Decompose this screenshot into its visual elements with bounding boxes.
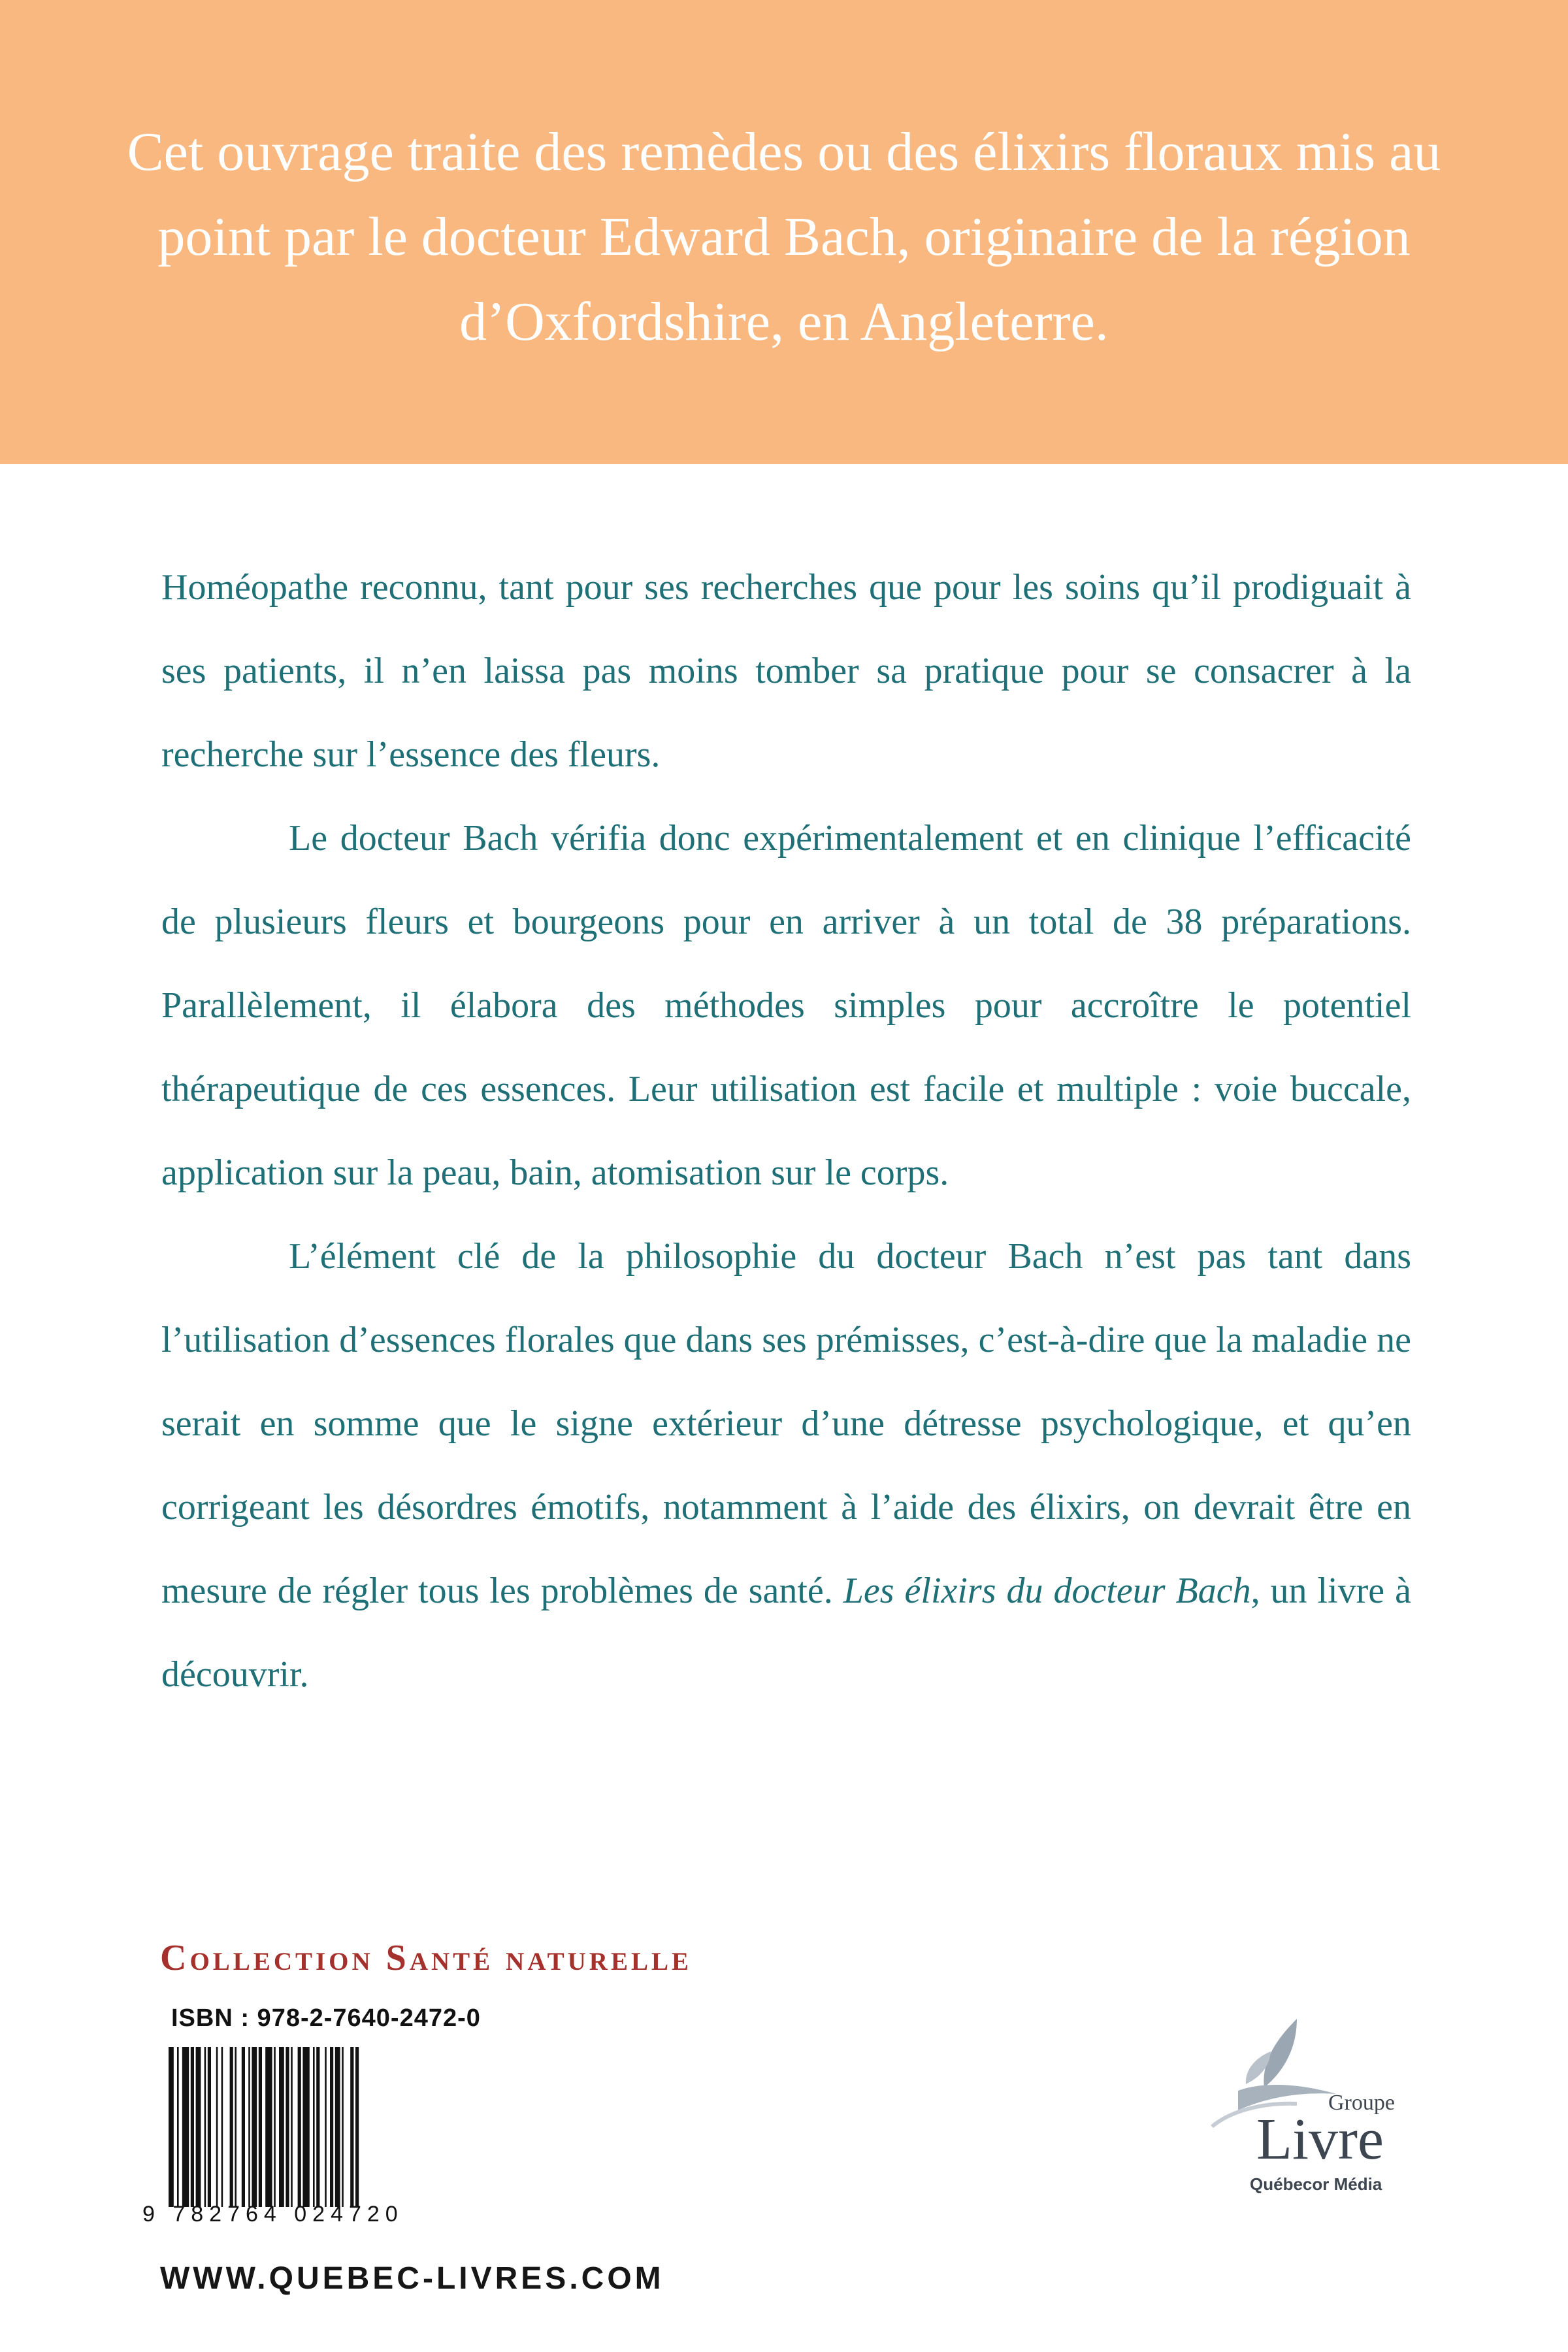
logo-subtitle: Québecor Média [1250, 2174, 1382, 2194]
logo-groupe-text: Groupe [1328, 2091, 1395, 2115]
paragraph-2: Le docteur Bach vérifia donc expérimentalement et en clinique l’efficacité de plusieurs fleurs et bourgeons pour en arriver à un total de 38 préparations. Parallèlement, il élabora des méthodes simples pour accroître le potentiel thérapeutique de ces essences. Leur utilisation est facile et multiple : voie buccale, application sur la peau, bain, atomisation sur le corps. [161, 818, 1411, 1193]
barcode-icon [167, 2047, 461, 2207]
website-url[interactable]: WWW.QUEBEC-LIVRES.COM [160, 2261, 664, 2296]
intro-text: Cet ouvrage traite des remèdes ou des élixirs floraux mis au point par le docteur Edward Bach, originaire de la région d’Oxfordshire, en Angleterre. [127, 122, 1441, 352]
isbn: ISBN : 978-2-7640-2472-0 [171, 2004, 481, 2032]
paragraph-1: Homéopathe reconnu, tant pour ses recherches que pour les soins qu’il prodiguait à ses patients, il n’en laissa pas moins tomber sa pratique pour se consacrer à la recherche sur l’essence des fleurs. [161, 567, 1411, 775]
logo-livre-text: Livre [1256, 2107, 1384, 2172]
publisher-logo [1199, 2012, 1434, 2208]
paragraph-3-start: L’élément clé de la philosophie du docteur Bach n’est pas tant dans l’utilisation d’essences florales que dans ses prémisses, c’est-à-dire que la maladie ne serait en somme que le signe extérieur d’une détresse psychologique, et qu’en corrigeant les désordres émotifs, notamment à l’aide des élixirs, on devrait être en mesure de régler tous les problèmes de santé. [161, 1236, 1411, 1611]
collection-name: Collection Santé naturelle [160, 1938, 692, 1978]
paragraph-3-end: , un livre à découvrir. [161, 1571, 1412, 1695]
barcode-digits: 9 782764 024720 [142, 2202, 404, 2227]
paragraph-3 [161, 1215, 1411, 1716]
description-text [161, 546, 1411, 1716]
book-title: Les élixirs du docteur Bach [843, 1571, 1251, 1611]
